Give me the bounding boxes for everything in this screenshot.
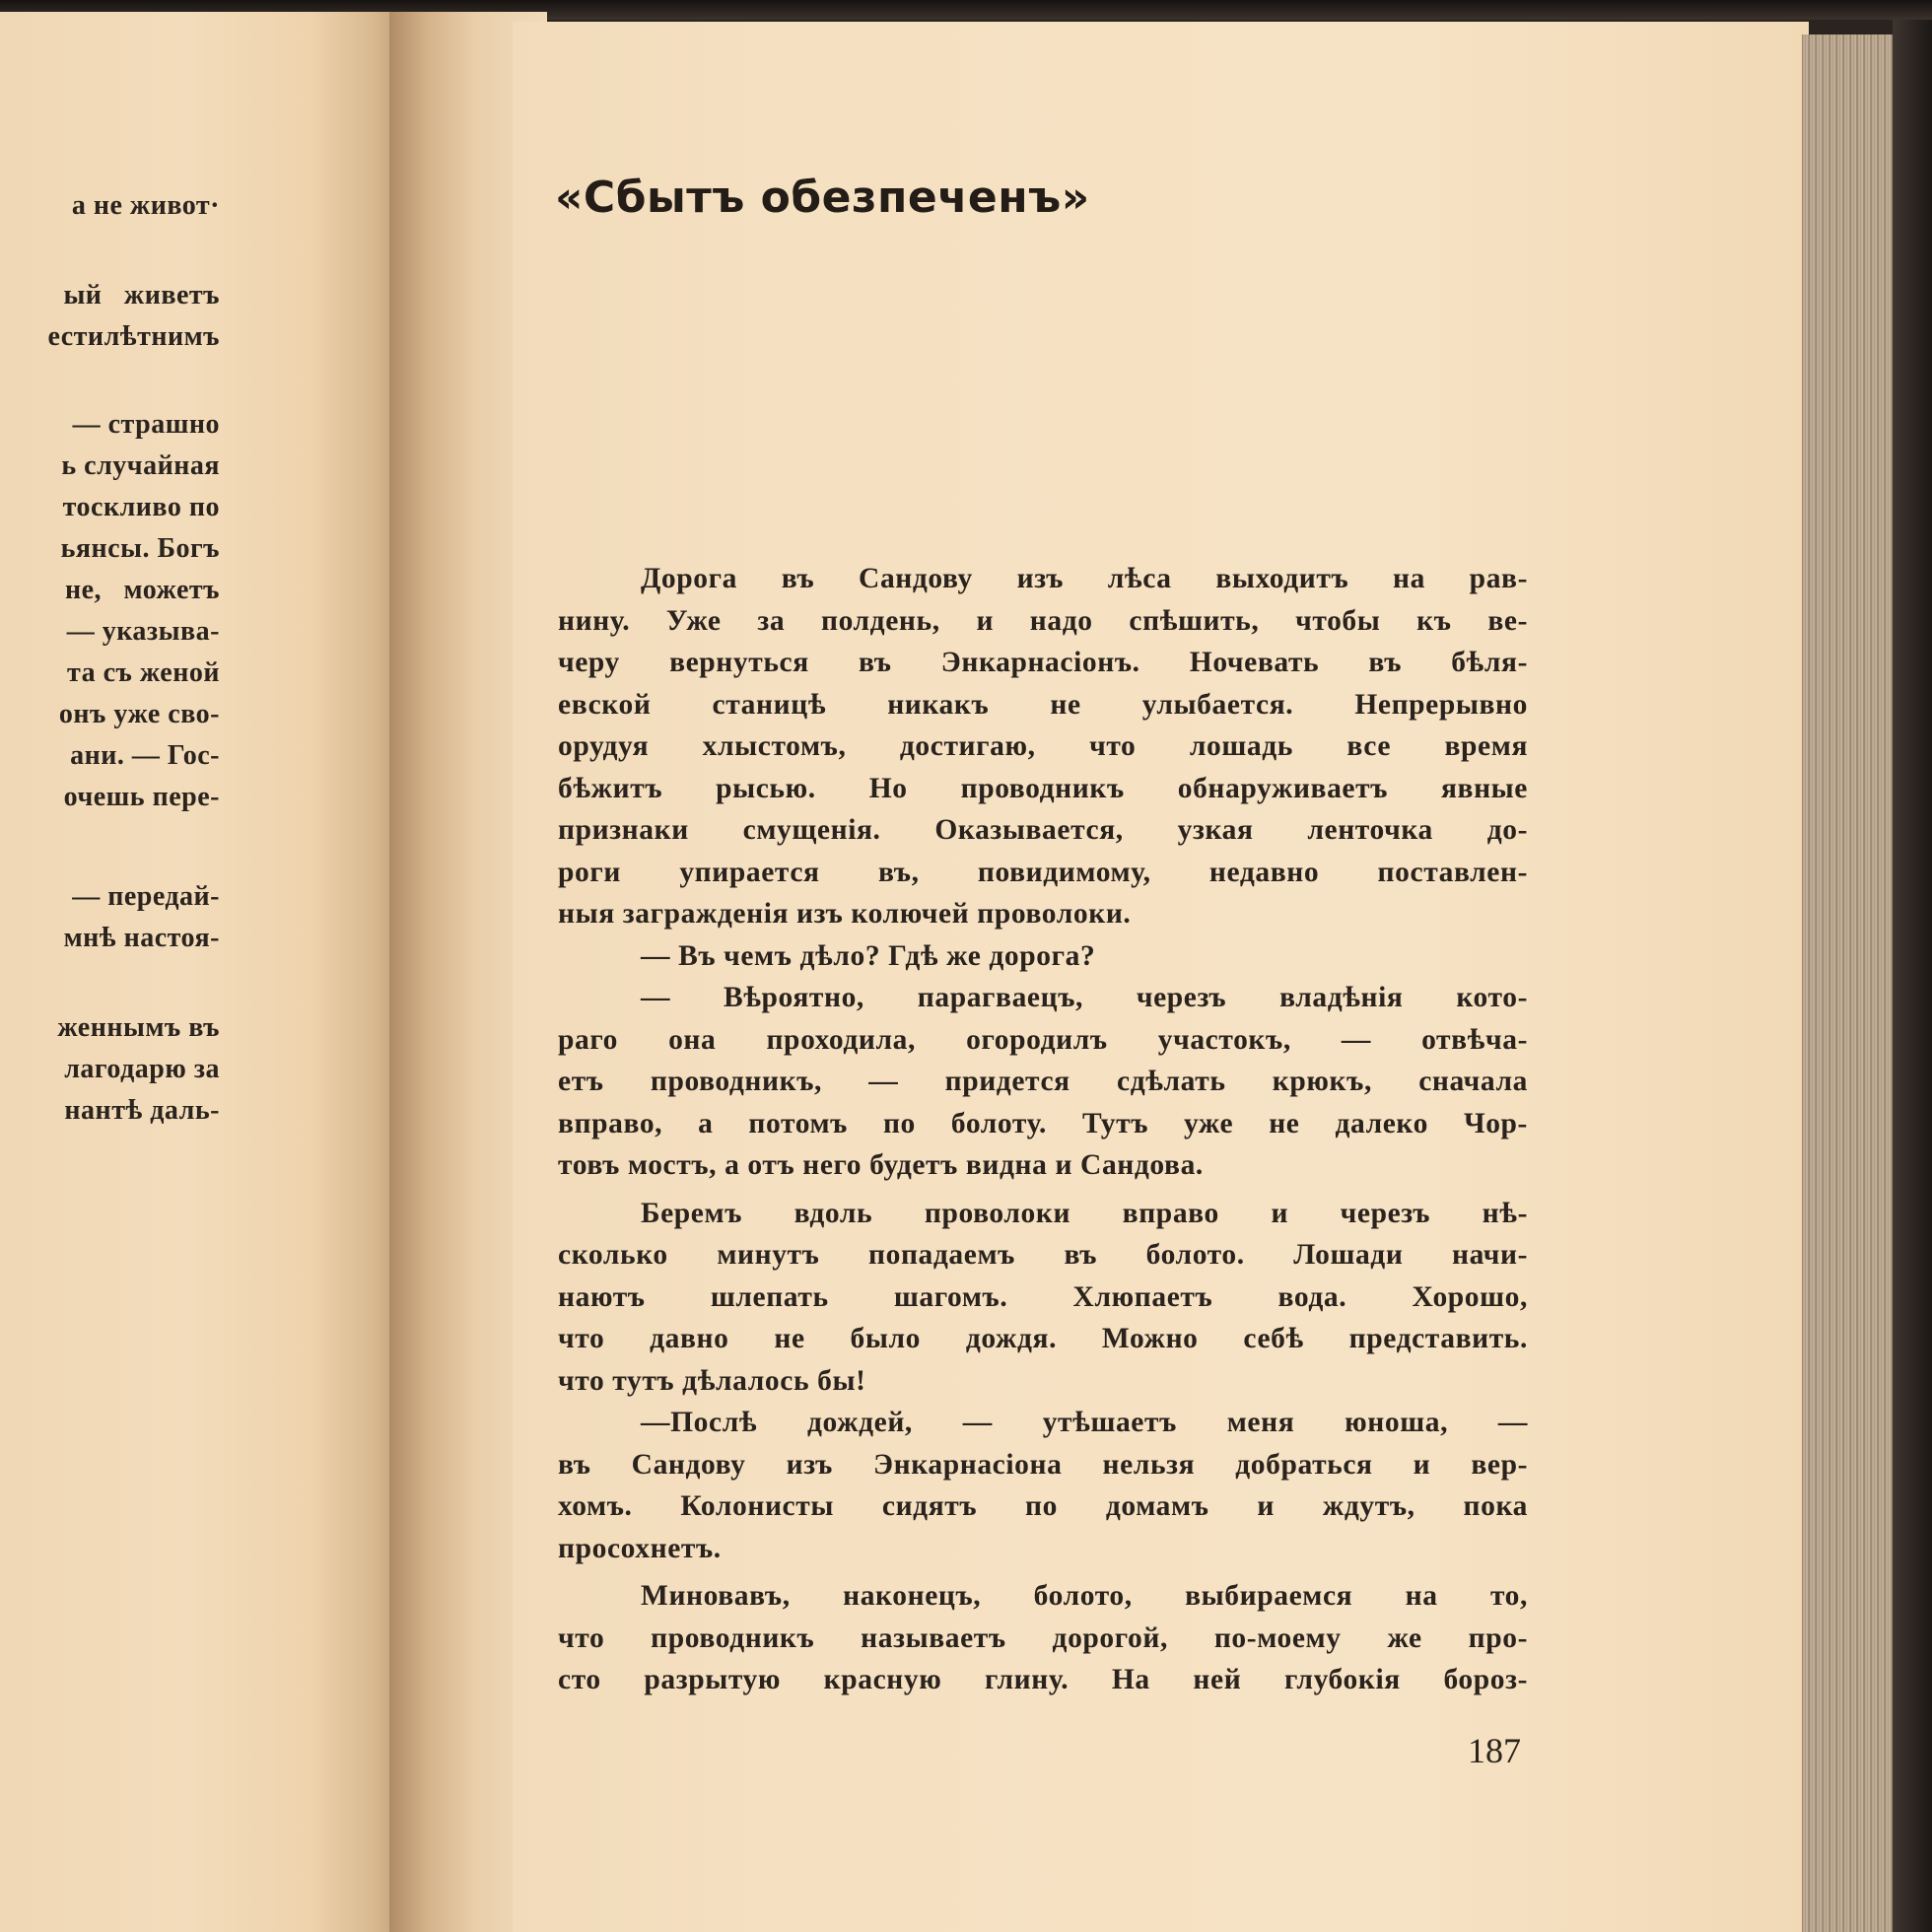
text-line: признаки смущенія. Оказывается, узкая ленточка до-: [558, 814, 1528, 846]
left-page-line: очешь пере-: [63, 782, 220, 812]
text-line: раго она проходила, огородилъ участокъ, — отвѣча-: [558, 1023, 1528, 1056]
text-line: — Вѣроятно, парагваецъ, черезъ владѣнія кото-: [641, 982, 1528, 1013]
book-cover-edge: [1893, 20, 1932, 1932]
left-page-line: женнымъ въ: [57, 1012, 220, 1043]
text-line: Миновавъ, наконецъ, болото, выбираемся на то,: [641, 1580, 1528, 1612]
left-page-line: тоскливо по: [62, 492, 220, 522]
text-line: сколько минутъ попадаемъ въ болото. Лошади начи-: [558, 1239, 1528, 1271]
text-line: Дорога въ Сандову изъ лѣса выходитъ на рав-: [641, 563, 1528, 594]
page-number: 187: [1468, 1731, 1521, 1770]
text-line: —Послѣ дождей, — утѣшаетъ меня юноша, —: [641, 1407, 1528, 1438]
left-page-line: ани. — Гос-: [70, 740, 220, 771]
text-line: что проводникъ называетъ дорогой, по-моему же про-: [558, 1622, 1528, 1654]
left-page-line: — указыва-: [66, 616, 220, 647]
chapter-body: [558, 558, 1528, 1701]
text-line: орудуя хлыстомъ, достигаю, что лошадь все время: [558, 730, 1528, 762]
left-page-line: не, можетъ: [64, 575, 220, 605]
left-page-line: ь случайная: [61, 450, 220, 481]
left-page-line: — страшно: [72, 409, 220, 440]
chapter-title: «Сбытъ обезпеченъ»: [555, 172, 1090, 223]
left-page: [0, 12, 414, 1932]
text-line: черу вернуться въ Энкарнасіонъ. Ночевать въ бѣля-: [558, 647, 1528, 678]
text-line: Беремъ вдоль проволоки вправо и черезъ нѣ-: [641, 1197, 1528, 1229]
text-line: товъ мостъ, а отъ него будетъ видна и Сандова.: [558, 1149, 1204, 1181]
left-page-line: та съ женой: [67, 657, 220, 688]
left-page-line: нантѣ даль-: [64, 1095, 220, 1126]
text-line: что тутъ дѣлалось бы!: [558, 1364, 866, 1397]
text-line: просохнетъ.: [558, 1532, 722, 1564]
text-line: етъ проводникъ, — придется сдѣлать крюкъ, сначала: [558, 1066, 1528, 1097]
text-line: бѣжитъ рысью. Но проводникъ обнаруживаетъ явные: [558, 772, 1528, 804]
text-line: хомъ. Колонисты сидятъ по домамъ и ждутъ, пока: [558, 1490, 1528, 1522]
text-line: наютъ шлепать шагомъ. Хлюпаетъ вода. Хорошо,: [558, 1280, 1528, 1313]
left-page-line: — передай-: [72, 881, 220, 912]
left-page-line: естилѣтнимъ: [47, 321, 220, 352]
text-line: сто разрытую красную глину. На ней глубокія бороз-: [558, 1664, 1528, 1695]
left-page-line: онъ уже сво-: [58, 699, 220, 729]
text-line: евской станицѣ никакъ не улыбается. Непрерывно: [558, 688, 1528, 721]
text-line: ныя загражденія изъ колючей проволоки.: [558, 898, 1132, 930]
left-page-line: ьянсы. Богъ: [60, 533, 220, 564]
left-page-line: лагодарю за: [64, 1054, 220, 1084]
text-line: нину. Уже за полдень, и надо спѣшить, чтобы къ ве-: [558, 604, 1528, 637]
left-page-line: а не живот·: [71, 190, 220, 221]
text-line: — Въ чемъ дѣло? Гдѣ же дорога?: [641, 939, 1096, 972]
text-line: что давно не было дождя. Можно себѣ представить.: [558, 1323, 1528, 1354]
left-page-line: мнѣ настоя-: [63, 923, 220, 953]
text-line: вправо, а потомъ по болоту. Тутъ уже не далеко Чор-: [558, 1107, 1528, 1139]
left-page-line: ый живетъ: [63, 280, 220, 310]
text-line: въ Сандову изъ Энкарнасіона нельзя добраться и вер-: [558, 1448, 1528, 1481]
text-line: роги упирается въ, повидимому, недавно поставлен-: [558, 856, 1528, 888]
